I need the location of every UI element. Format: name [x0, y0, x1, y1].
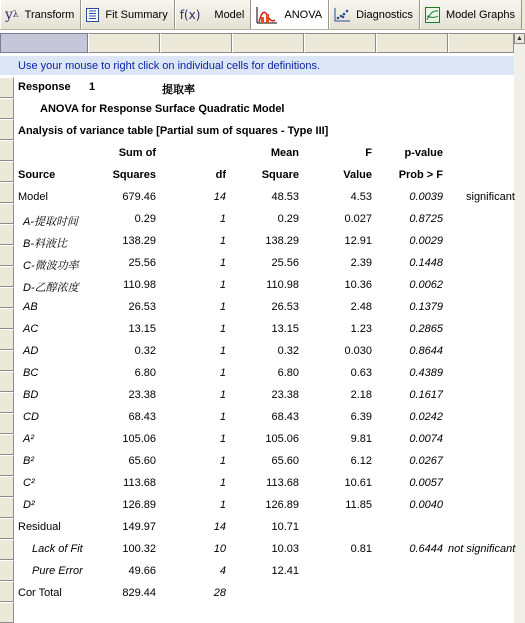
sum-of-squares-cell[interactable]: 126.89	[122, 499, 156, 511]
table-row	[16, 539, 516, 561]
header-mean: Mean	[270, 147, 299, 159]
header-row-1	[16, 143, 516, 165]
row-header[interactable]	[0, 581, 14, 602]
table-row	[16, 583, 516, 605]
mean-square-cell[interactable]: 138.29	[265, 235, 299, 247]
row-header[interactable]	[0, 140, 14, 161]
row-header[interactable]	[0, 182, 14, 203]
f-value-cell[interactable]: 2.48	[350, 301, 372, 313]
mean-square-cell[interactable]: 110.98	[266, 279, 299, 291]
table-row	[16, 209, 516, 231]
response-label: Response	[18, 81, 71, 93]
table-row	[16, 187, 516, 209]
p-value-cell[interactable]: 0.6444	[409, 543, 443, 555]
hint-text: Use your mouse to right click on individual cells for definitions.	[18, 60, 321, 72]
table-row	[16, 275, 516, 297]
tab-model[interactable]	[175, 0, 252, 29]
df-cell[interactable]: 1	[219, 389, 226, 401]
header-square: Square	[261, 169, 299, 181]
table-title-row	[16, 121, 516, 143]
row-header[interactable]	[0, 98, 14, 119]
source-cell[interactable]: Cor Total	[18, 587, 62, 599]
model-title-row	[16, 99, 516, 121]
mean-square-cell[interactable]: 10.71	[271, 521, 299, 533]
response-number: 1	[89, 81, 96, 93]
fx-icon: f(x)	[179, 7, 201, 22]
sum-of-squares-cell[interactable]: 110.98	[123, 279, 156, 291]
column-header[interactable]	[376, 33, 448, 53]
df-cell[interactable]: 4	[219, 565, 226, 577]
f-value-cell[interactable]: 0.027	[344, 213, 372, 225]
sum-of-squares-cell[interactable]: 113.68	[123, 477, 156, 489]
scatter-plot-icon	[334, 8, 350, 22]
row-header[interactable]	[0, 392, 14, 413]
row-header[interactable]	[0, 539, 14, 560]
tab-fit-summary[interactable]	[81, 0, 174, 29]
tab-transform[interactable]	[0, 0, 81, 29]
header-p-value: p-value	[404, 147, 443, 159]
sum-of-squares-cell[interactable]: 49.66	[128, 565, 156, 577]
row-header[interactable]	[0, 350, 14, 371]
sum-of-squares-cell[interactable]: 68.43	[128, 411, 156, 423]
df-cell[interactable]: 1	[219, 323, 226, 335]
table-row	[16, 385, 516, 407]
df-cell[interactable]: 10	[213, 543, 226, 555]
table-row	[16, 297, 516, 319]
df-cell[interactable]: 1	[219, 213, 226, 225]
f-value-cell[interactable]: 2.39	[350, 257, 372, 269]
row-header[interactable]	[0, 497, 14, 518]
source-cell[interactable]: AC	[23, 323, 39, 335]
source-cell[interactable]: Model	[18, 191, 48, 203]
row-header[interactable]	[0, 119, 14, 140]
header-sum-of: Sum of	[118, 147, 156, 159]
table-row	[16, 407, 516, 429]
p-value-cell[interactable]: 0.8644	[409, 345, 443, 357]
f-value-cell[interactable]: 10.61	[344, 477, 372, 489]
sum-of-squares-cell[interactable]: 25.56	[128, 257, 156, 269]
column-header[interactable]	[88, 33, 160, 53]
df-cell[interactable]: 1	[219, 279, 226, 291]
source-cell[interactable]: A-提取时间	[23, 216, 78, 228]
mean-square-cell[interactable]: 113.68	[266, 477, 299, 489]
source-cell[interactable]: AB	[23, 301, 38, 313]
df-cell[interactable]: 14	[213, 521, 226, 533]
sum-of-squares-cell[interactable]: 138.29	[122, 235, 156, 247]
row-header[interactable]	[0, 602, 14, 623]
header-value: Value	[343, 169, 372, 181]
row-header[interactable]	[0, 371, 14, 392]
hint-bar	[0, 56, 525, 75]
source-cell[interactable]: B-料液比	[23, 238, 67, 250]
table-title: Analysis of variance table [Partial sum of squares - Type III]	[18, 125, 329, 137]
box-cox-icon: y λ	[5, 6, 19, 23]
df-cell[interactable]: 28	[213, 587, 226, 599]
sum-of-squares-cell[interactable]: 65.60	[128, 455, 156, 467]
sum-of-squares-cell[interactable]: 105.06	[122, 433, 156, 445]
response-name: 提取率	[162, 84, 195, 96]
header-df: df	[215, 169, 226, 181]
mean-square-cell[interactable]: 12.41	[271, 565, 299, 577]
p-value-cell[interactable]: 0.2865	[409, 323, 443, 335]
sum-of-squares-cell[interactable]: 6.80	[134, 367, 156, 379]
column-header[interactable]	[304, 33, 376, 53]
table-row	[16, 473, 516, 495]
source-cell[interactable]: Pure Error	[32, 565, 83, 577]
p-value-cell[interactable]: 0.0039	[409, 191, 443, 203]
p-value-cell[interactable]: 0.1448	[409, 257, 443, 269]
f-value-cell[interactable]: 11.85	[345, 499, 372, 511]
table-row	[16, 253, 516, 275]
source-cell[interactable]: A²	[23, 433, 34, 445]
mean-square-cell[interactable]: 0.29	[277, 213, 299, 225]
p-value-cell[interactable]: 0.4389	[409, 367, 443, 379]
row-header[interactable]	[0, 203, 14, 224]
tab-label: Model Graphs	[445, 8, 516, 21]
source-cell[interactable]: D²	[23, 499, 35, 511]
mean-square-cell[interactable]: 48.53	[271, 191, 299, 203]
source-cell[interactable]: BC	[23, 367, 39, 379]
header-prob: Prob > F	[398, 169, 443, 181]
source-cell[interactable]: Lack of Fit	[32, 543, 83, 555]
mean-square-cell[interactable]: 26.53	[271, 301, 299, 313]
tab-label: Diagnostics	[356, 8, 413, 21]
row-header[interactable]	[0, 560, 14, 581]
mean-square-cell[interactable]: 126.89	[265, 499, 299, 511]
header-source: Source	[18, 169, 56, 181]
p-value-cell[interactable]: 0.0062	[409, 279, 443, 291]
row-header[interactable]	[0, 161, 14, 182]
p-value-cell[interactable]: 0.0029	[409, 235, 443, 247]
row-header[interactable]	[0, 434, 14, 455]
mean-square-cell[interactable]: 10.03	[271, 543, 299, 555]
source-cell[interactable]: AD	[23, 345, 39, 357]
df-cell[interactable]: 1	[219, 257, 226, 269]
tab-anova[interactable]	[251, 0, 329, 29]
column-header[interactable]	[0, 33, 88, 53]
table-row	[16, 495, 516, 517]
mean-square-cell[interactable]: 68.43	[271, 411, 299, 423]
df-cell[interactable]: 14	[213, 191, 226, 203]
mean-square-cell[interactable]: 0.32	[277, 345, 299, 357]
table-row	[16, 341, 516, 363]
source-cell[interactable]: BD	[23, 389, 39, 401]
f-value-cell[interactable]: 12.91	[344, 235, 372, 247]
table-row	[16, 561, 516, 583]
f-value-cell[interactable]: 0.63	[350, 367, 372, 379]
df-cell[interactable]: 1	[219, 499, 226, 511]
row-header[interactable]	[0, 329, 14, 350]
tab-label: Model	[214, 8, 245, 21]
mean-square-cell[interactable]: 105.06	[265, 433, 299, 445]
f-value-cell[interactable]: 10.36	[344, 279, 372, 291]
scroll-up-icon[interactable]: ▲	[514, 33, 525, 44]
df-cell[interactable]: 1	[219, 235, 226, 247]
p-value-cell[interactable]: 0.1379	[409, 301, 443, 313]
source-cell[interactable]: CD	[23, 411, 39, 423]
sum-of-squares-cell[interactable]: 149.97	[122, 521, 156, 533]
sum-of-squares-cell[interactable]: 23.38	[128, 389, 156, 401]
table-row	[16, 363, 516, 385]
header-squares: Squares	[112, 169, 156, 181]
sum-of-squares-cell[interactable]: 13.15	[128, 323, 156, 335]
f-value-cell[interactable]: 0.030	[344, 345, 372, 357]
mean-square-cell[interactable]: 25.56	[271, 257, 299, 269]
df-cell[interactable]: 1	[219, 411, 226, 423]
df-cell[interactable]: 1	[219, 345, 226, 357]
source-cell[interactable]: B²	[23, 455, 34, 467]
mean-square-cell[interactable]: 23.38	[271, 389, 299, 401]
df-cell[interactable]: 1	[219, 367, 226, 379]
significance-note: significant	[466, 191, 515, 203]
table-row	[16, 231, 516, 253]
column-header[interactable]	[232, 33, 304, 53]
p-value-cell[interactable]: 0.8725	[409, 213, 443, 225]
mean-square-cell[interactable]: 13.15	[271, 323, 299, 335]
column-header-row	[0, 33, 525, 53]
p-value-cell[interactable]: 0.1617	[409, 389, 443, 401]
table-row	[16, 429, 516, 451]
row-header[interactable]	[0, 476, 14, 497]
sum-of-squares-cell[interactable]: 679.46	[122, 191, 156, 203]
df-cell[interactable]: 1	[219, 455, 226, 467]
column-header[interactable]	[160, 33, 232, 53]
df-cell[interactable]: 1	[219, 301, 226, 313]
row-header[interactable]	[0, 245, 14, 266]
tab-label: ANOVA	[284, 8, 323, 21]
tab-label: Fit Summary	[105, 8, 168, 21]
tab-diagnostics[interactable]	[329, 0, 420, 29]
f-value-cell[interactable]: 6.39	[350, 411, 372, 423]
table-row	[16, 319, 516, 341]
source-cell[interactable]: C²	[23, 477, 35, 489]
sum-of-squares-cell[interactable]: 26.53	[128, 301, 156, 313]
row-header[interactable]	[0, 266, 14, 287]
header-row-2	[16, 165, 516, 187]
row-header[interactable]	[0, 308, 14, 329]
row-header[interactable]	[0, 518, 14, 539]
model-title: ANOVA for Response Surface Quadratic Model	[40, 103, 285, 115]
sum-of-squares-cell[interactable]: 100.32	[122, 543, 156, 555]
table-row	[16, 517, 516, 539]
row-header-column	[0, 77, 14, 623]
row-header[interactable]	[0, 287, 14, 308]
p-value-cell[interactable]: 0.0074	[409, 433, 443, 445]
model-graphs-icon	[425, 7, 440, 23]
p-value-cell[interactable]: 0.0267	[409, 455, 443, 467]
tab-label: Transform	[24, 8, 75, 21]
view-tab-bar	[0, 0, 525, 30]
row-header[interactable]	[0, 413, 14, 434]
mean-square-cell[interactable]: 65.60	[271, 455, 299, 467]
df-cell[interactable]: 1	[219, 477, 226, 489]
row-header[interactable]	[0, 455, 14, 476]
row-header[interactable]	[0, 77, 14, 98]
f-value-cell[interactable]: 2.18	[350, 389, 372, 401]
source-cell[interactable]: C-微波功率	[23, 260, 79, 272]
anova-icon	[256, 5, 278, 25]
f-value-cell[interactable]: 6.12	[350, 455, 372, 467]
source-cell[interactable]: Residual	[18, 521, 61, 533]
fit-summary-list-icon	[86, 8, 99, 22]
header-f: F	[365, 147, 372, 159]
p-value-cell[interactable]: 0.0242	[409, 411, 443, 423]
p-value-cell[interactable]: 0.0057	[409, 477, 443, 489]
column-header[interactable]	[448, 33, 514, 53]
significance-note: not significant	[448, 543, 516, 555]
tab-model-graphs[interactable]	[420, 0, 522, 29]
f-value-cell[interactable]: 0.81	[350, 543, 372, 555]
sum-of-squares-cell[interactable]: 0.32	[134, 345, 156, 357]
df-cell[interactable]: 1	[219, 433, 226, 445]
f-value-cell[interactable]: 1.23	[350, 323, 372, 335]
p-value-cell[interactable]: 0.0040	[409, 499, 443, 511]
response-row	[16, 77, 516, 99]
row-header[interactable]	[0, 224, 14, 245]
f-value-cell[interactable]: 9.81	[350, 433, 372, 445]
source-cell[interactable]: D-乙醇浓度	[23, 282, 79, 294]
mean-square-cell[interactable]: 6.80	[277, 367, 299, 379]
sum-of-squares-cell[interactable]: 829.44	[122, 587, 156, 599]
sum-of-squares-cell[interactable]: 0.29	[134, 213, 156, 225]
table-row	[16, 451, 516, 473]
f-value-cell[interactable]: 4.53	[350, 191, 372, 203]
